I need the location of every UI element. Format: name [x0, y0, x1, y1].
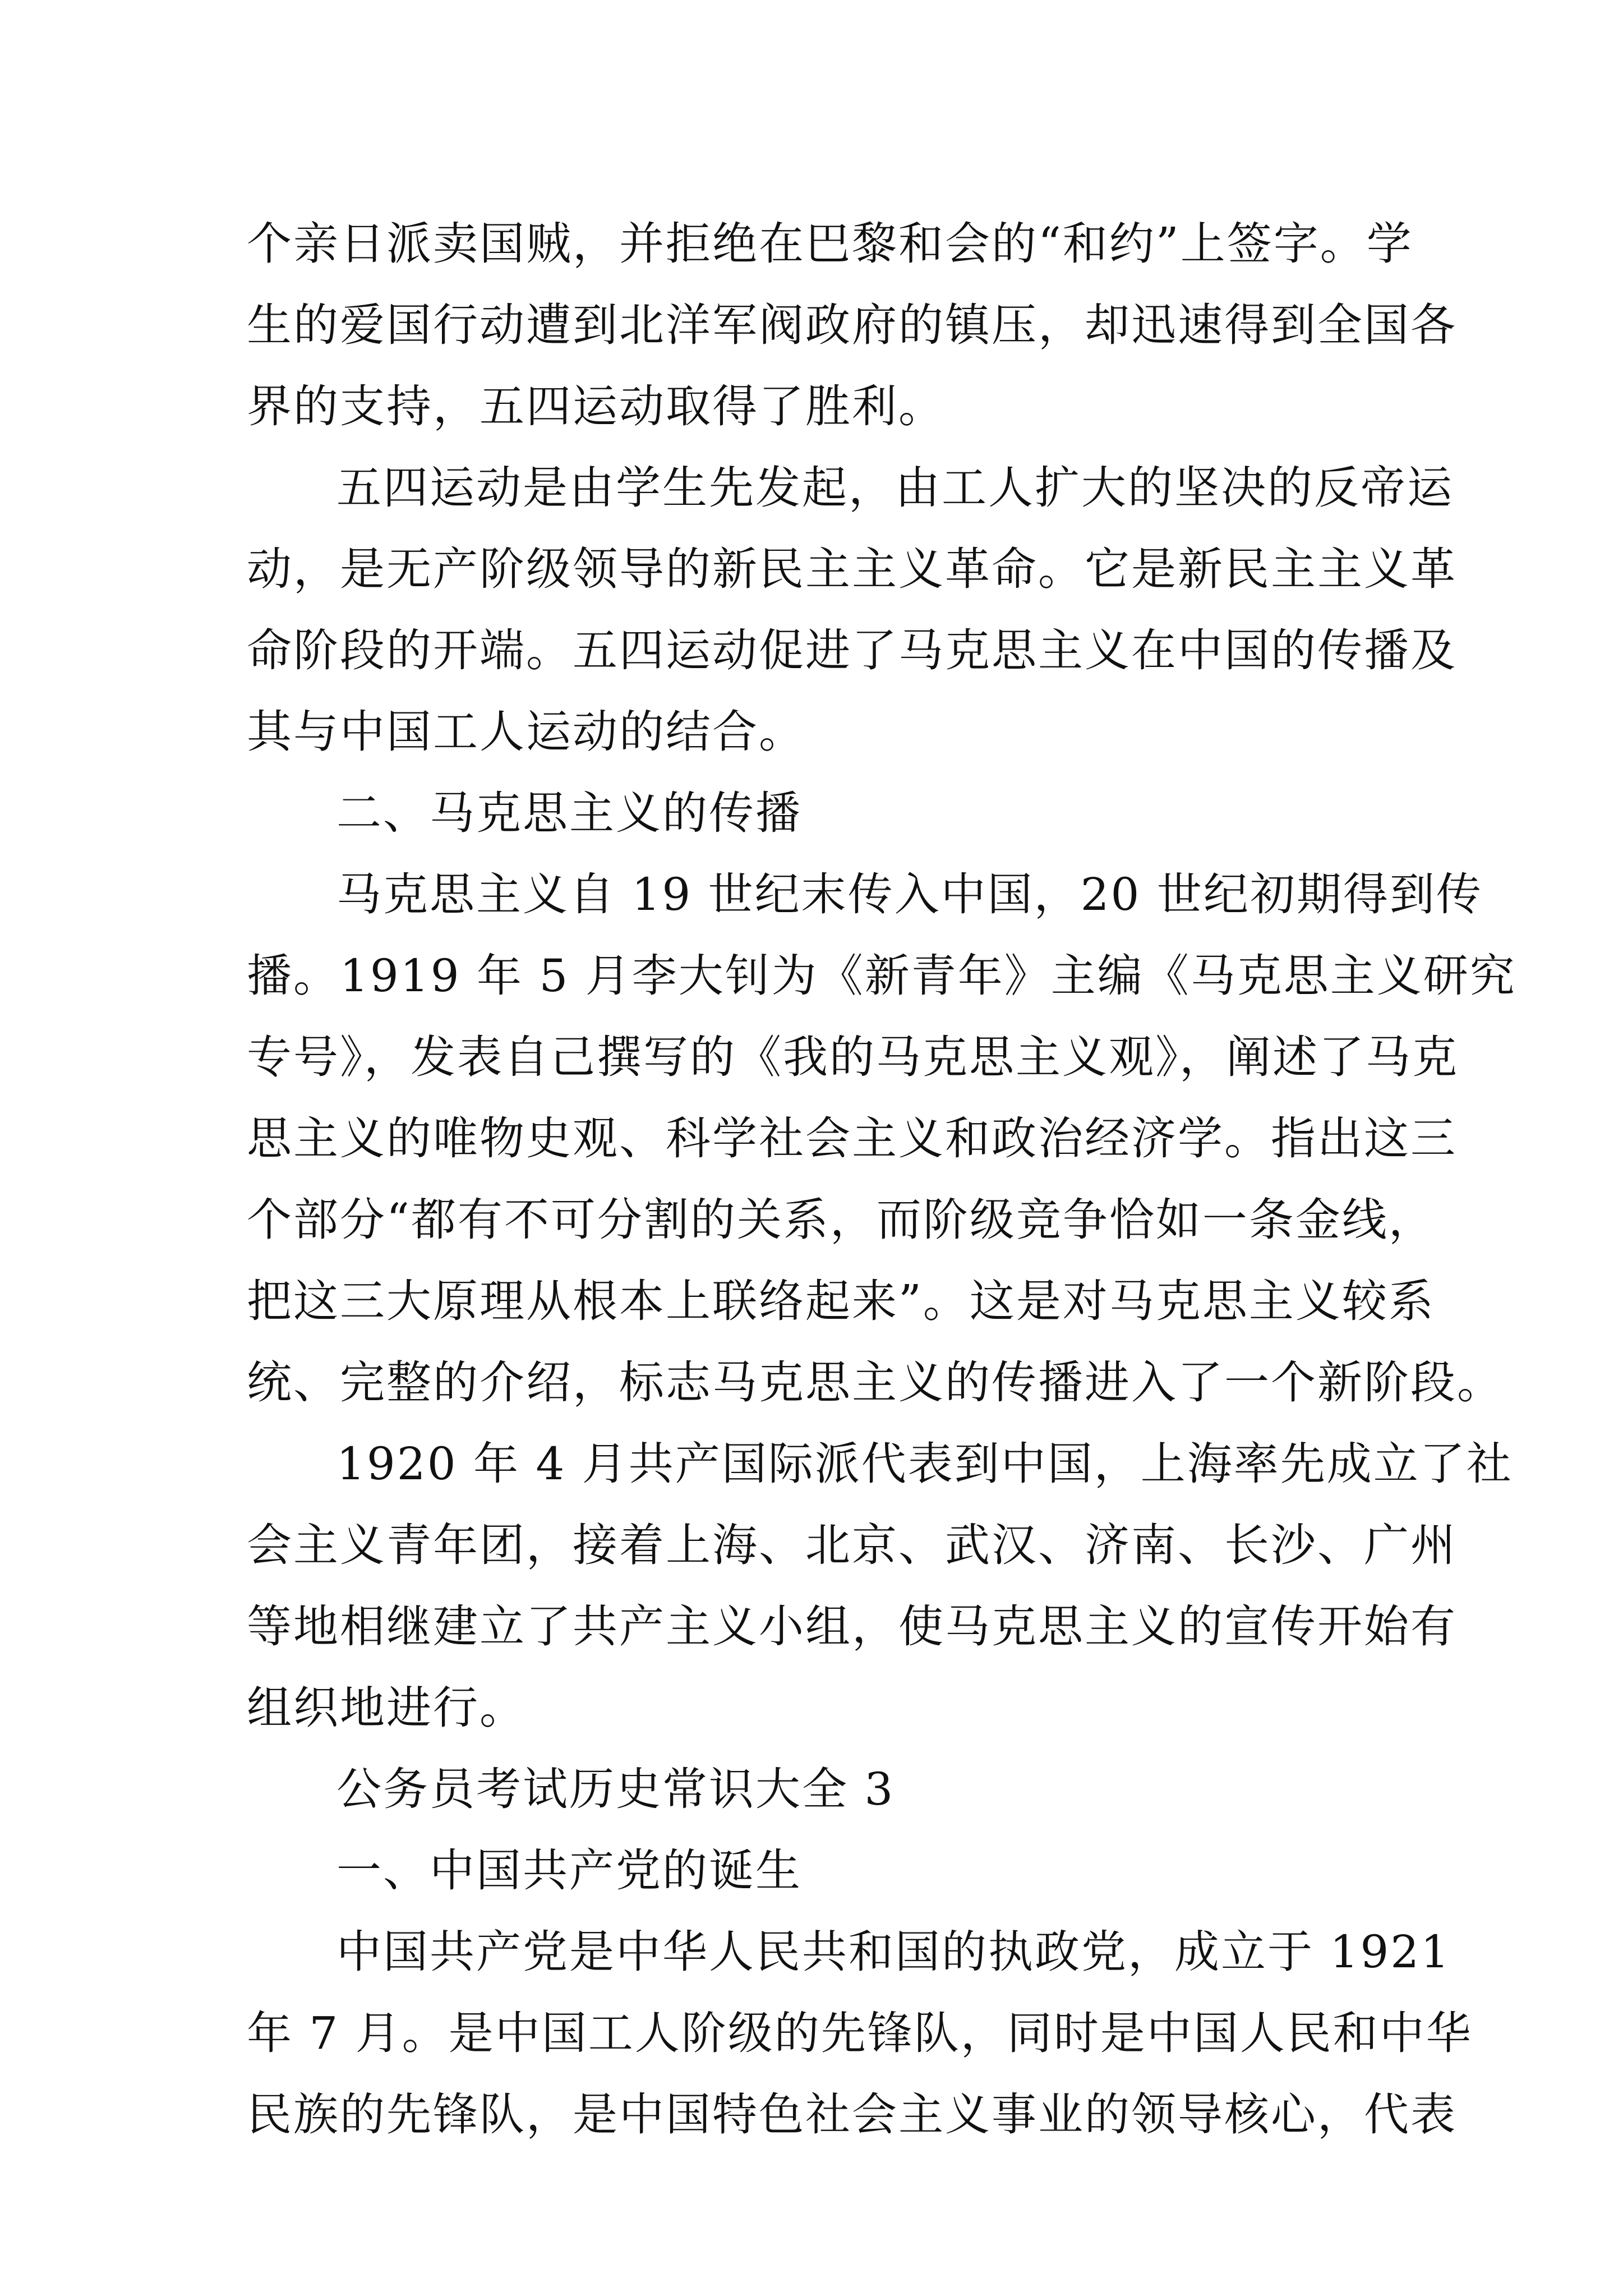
text-line: 民族的先锋队，是中国特色社会主义事业的领导核心，代表: [247, 2088, 1457, 2141]
text-line: 生的爱国行动遭到北洋军阀政府的镇压，却迅速得到全国各: [247, 299, 1457, 351]
text-line: 会主义青年团，接着上海、北京、武汉、济南、长沙、广州: [247, 1519, 1457, 1571]
text-line: 组织地进行。: [247, 1682, 526, 1734]
text-line: 其与中国工人运动的结合。: [247, 706, 805, 758]
text-line: 播。1919 年 5 月李大钊为《新青年》主编《马克思主义研究: [247, 950, 1516, 1002]
text-line: 界的支持，五四运动取得了胜利。: [247, 380, 945, 432]
text-line: 等地相继建立了共产主义小组，使马克思主义的宣传开始有: [247, 1600, 1457, 1653]
text-line: 年 7 月。是中国工人阶级的先锋队，同时是中国人民和中华: [247, 2007, 1473, 2059]
text-line: 中国共产党是中华人民共和国的执政党，成立于 1921: [336, 1926, 1451, 1978]
text-line: 个部分“都有不可分割的关系，而阶级竞争恰如一条金线，: [247, 1194, 1435, 1246]
text-line: 个亲日派卖国贼，并拒绝在巴黎和会的“和约”上签字。学: [247, 218, 1413, 270]
text-line: 专号》，发表自己撰写的《我的马克思主义观》，阐述了马克: [247, 1031, 1459, 1083]
text-line: 思主义的唯物史观、科学社会主义和政治经济学。指出这三: [247, 1112, 1457, 1165]
text-line: 1920 年 4 月共产国际派代表到中国，上海率先成立了社: [336, 1438, 1513, 1490]
document-title: 公务员考试历史常识大全 3: [336, 1763, 895, 1815]
text-line: 马克思主义自 19 世纪末传入中国，20 世纪初期得到传: [336, 868, 1483, 921]
text-line: 动，是无产阶级领导的新民主主义革命。它是新民主主义革: [247, 543, 1457, 595]
section-heading: 二、马克思主义的传播: [336, 787, 802, 839]
section-heading: 一、中国共产党的诞生: [336, 1844, 802, 1897]
text-line: 五四运动是由学生先发起，由工人扩大的坚决的反帝运: [336, 462, 1454, 514]
text-line: 命阶段的开端。五四运动促进了马克思主义在中国的传播及: [247, 624, 1457, 677]
text-line: 统、完整的介绍，标志马克思主义的传播进入了一个新阶段。: [247, 1356, 1504, 1409]
text-line: 把这三大原理从根本上联络起来”。这是对马克思主义较系: [247, 1275, 1435, 1327]
